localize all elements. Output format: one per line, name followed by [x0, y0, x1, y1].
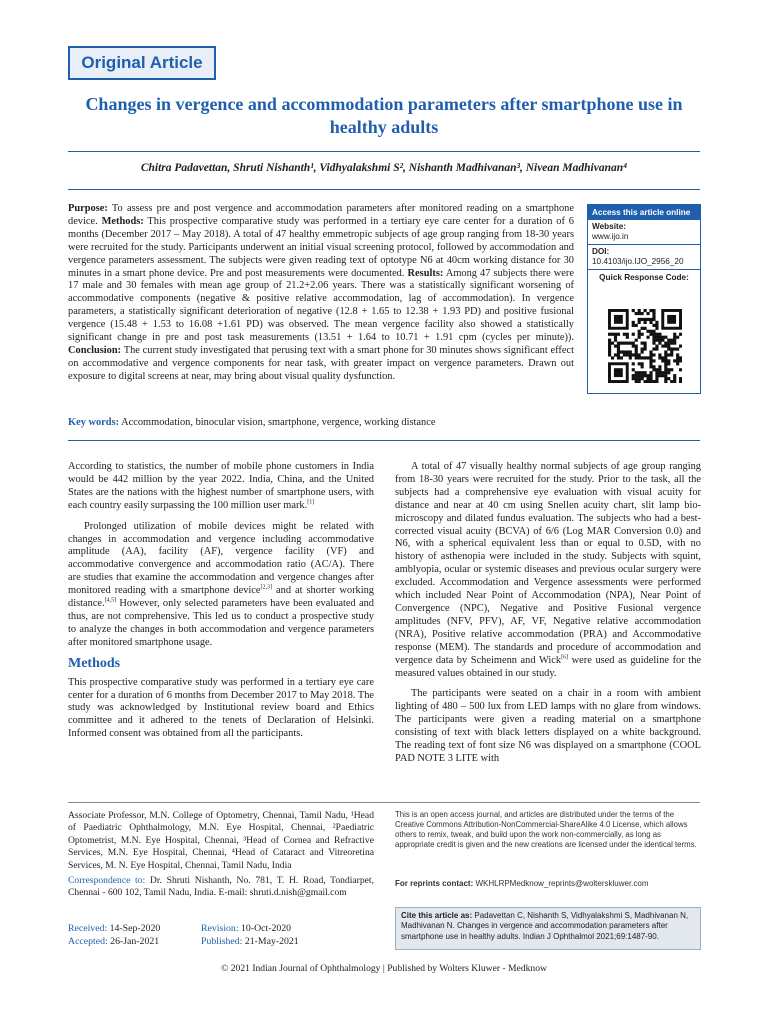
website-label: Website: [592, 222, 626, 231]
author-list: Chitra Padavettan, Shruti Nishanth¹, Vidhyalakshmi S², Nishanth Madhivanan³, Nivean Madhivanan⁴ [140, 162, 628, 174]
access-article-box [587, 204, 701, 394]
license-text: This is an open access journal, and articles are distributed under the terms of the Creative Commons Attribution-NonCommercial-ShareAlike 4.0 License, which allows others to remix, tweak, and build upon the work non-commercially, as long as appropriate credit is given and the new creations are licensed under the identical terms. [395, 810, 697, 849]
methods-label: Methods: [101, 215, 144, 227]
access-header: Access this article online [588, 205, 700, 220]
correspondence [68, 875, 374, 900]
conclusion-label: Conclusion: [68, 344, 122, 356]
doi-label: DOI: [592, 247, 610, 256]
article-title: Changes in vergence and accommodation parameters after smartphone use in healthy adults [85, 94, 683, 137]
methods-text: This prospective comparative study was performed in a tertiary eye care center for a duration of 6 months (December 2017 – May 2018). A total of 47 healthy emmetropic subjects of age group ranging from 18-30 years were recruited for the study. Participants underwent an initial visual screening protocol, followed by accommodation and vergence parameters assessment. The subjects were given reading text of optotype N6 at 40cm working distance for 30 minutes in a smart phone device. Pre and post measurements were documented. [68, 215, 574, 279]
received-date: Received: 14-Sep-2020 [68, 923, 161, 934]
right-column [395, 461, 701, 774]
reprints-label: For reprints contact: [395, 879, 474, 888]
left-column [68, 461, 374, 749]
published-date: Published: 21-May-2021 [201, 936, 299, 947]
affiliations: Associate Professor, M.N. College of Optometry, Chennai, Tamil Nadu, ¹Head of Paediatric Ophthalmology, M.N. Eye Hospital, Chennai, ²Paediatric Optometrist, M.N. Eye Hospital, Chennai, ³Head of Cornea and Refractive Services, M.N. Eye Hospital, Chennai, ⁴Head of Cataract and Vitreoretina Services, M. N. Eye Hospital, Chennai, Tamil Nadu, India [68, 810, 374, 871]
revision-date: Revision: 10-Oct-2020 [201, 923, 292, 934]
keywords-divider [68, 440, 700, 441]
abstract [68, 203, 574, 384]
purpose-text: To assess pre and post vergence and accommodation parameters after monitored reading on a smartphone device. [68, 203, 574, 227]
methods-heading: Methods [68, 655, 121, 671]
affiliations-block [68, 810, 374, 900]
subjects-paragraph: A total of 47 visually healthy normal subjects of age group ranging from 18-30 years were recruited for the study. Prior to the task, all the subjects had a comprehensive eye evaluation with visual acuity for distance and near at 40 cm using Snellen acuity chart, slit lamp bio-microscopy and dilated fundus evaluation. The subjects who had a best-corrected visual acuity (BCVA) of 6/6 (Log MAR Conversion 0.0) and N6, with a spherical equivalent less than or equal to 0.5D, with no history of asthenopia were included in the study. Subjects with squint, amblyopia, ocular or systemic diseases and previous ocular surgery were excluded. Accommodation and Vergence assessments were performed which included Near Point of Accommodation (NPA), Near Point of Convergence (NPC), Negative and Positive Fusional vergence amplitudes (NFV, PFV), AF, VF, Negative relative accommodation (NRA), Positive relative accommodation (PRA) and Accommodative response (MEM). The standards and procedure of accommodation and vergence data by Scheimenn and Wick[6] were used as guideline for the measured values obtained in our study. [395, 461, 702, 679]
accepted-date: Accepted: 26-Jan-2021 [68, 936, 160, 947]
intro-paragraph-1: According to statistics, the number of mobile phone customers in India would be 442 million by the year 2022. India, China, and the United States are the nations with the highest number of smartphone users, with each country easily surpassing the 100 million user mark.[1] [68, 461, 374, 511]
footnote-divider [68, 802, 700, 803]
keywords-label: Key words: [68, 417, 120, 428]
doi-link[interactable]: 10.4103/ijo.IJO_2956_20 [592, 257, 684, 266]
website-row [588, 220, 700, 245]
methods-paragraph: This prospective comparative study was performed in a tertiary eye care center for a duration of 6 months from December 2017 to May 2018. The study was acknowledged by Institutional review board and Ethics committee and it adhered to the tenets of Declaration of Helsinki. Informed consent was obtained from all the participants. [68, 676, 374, 740]
keywords [68, 417, 700, 428]
purpose-label: Purpose: [68, 203, 108, 214]
title-divider [68, 151, 700, 152]
keywords-text: Accommodation, binocular vision, smartphone, vergence, working distance [121, 417, 436, 428]
authors-divider [68, 189, 700, 190]
reprints-contact [395, 879, 701, 888]
doi-row [588, 245, 700, 270]
citation-box [395, 907, 701, 950]
correspondence-text: Dr. Shruti Nishanth, No. 781, T. H. Road, Tondiarpet, Chennai - 600 102, Tamil Nadu, India. E-mail: shruti.d.nish@gmail.com [68, 875, 374, 899]
website-link[interactable]: www.ijo.in [592, 232, 629, 241]
intro-paragraph-2: Prolonged utilization of mobile devices might be related with changes in accommodation and vergence including accommodative amplitude (AA), facility (AF), vergence facility (VF) and accommodative convergence and accommodation ratio (AC/A). There are studies that examine the accommodation and vergence changes after monitored reading with a smartphone device[2,3] and at shorter working distance.[4,5] However, only selected parameters have been evaluated and thus, are not comprehensive. This led us to conduct a prospective study to analyze the changes in both accommodation and vergence parameters after monitored smartphone usage. [68, 520, 374, 648]
correspondence-label: Correspondence to: [68, 875, 146, 887]
results-text: Among 47 subjects there were 17 male and 30 females with mean age group of 21.2+2.06 years. There was a statistically significant worsening of accommodative components (negative & positive relative accommodation, lag of accommodation). In vergence parameters, a statistically significant deterioration of negative (12.8 + 1.65 to 12.38 + 1.93 PD) and positive fusional vergence (15.48 + 1.53 to 16.08 +1.61 PD) was observed. The mean vergence facility also showed a statistically significant change in pre and post task measurements (13.51 + 1.64 to 10.71 + 1.91 cpm (cycles per minute)). [68, 267, 574, 344]
cite-label: Cite this article as: [401, 911, 473, 920]
article-type-badge: Original Article [68, 46, 216, 80]
page-footer: © 2021 Indian Journal of Ophthalmology | Published by Wolters Kluwer - Medknow [221, 963, 547, 974]
qr-label: Quick Response Code: [599, 273, 689, 282]
results-label: Results: [407, 267, 444, 279]
conclusion-text: The current study investigated that perusing text with a smart phone for 30 minutes shows significant effect on accommodative and vergence components for near task, with greater impact on vergence parameters. Drawn out exposure to digital screens at near, may bring about visual quality dysfunction. [68, 344, 574, 382]
qr-code-icon[interactable] [608, 309, 682, 383]
cite-text: Padavettan C, Nishanth S, Vidhyalakshmi S, Madhivanan N, Madhivanan N. Changes in vergence and accommodation parameters after smartphone use in healthy adults. Indian J Ophthalmol 2021;69:1487-90. [401, 911, 689, 941]
setup-paragraph: The participants were seated on a chair in a room with ambient lighting of 480 – 500 lux from LED lamps with no glare from windows. The participants were given a reading material on a smartphone consisting of text with black letters displayed on a white background. The reading text of font size N6 was displayed on a smartphone (COOL PAD NOTE 3 LITE with [395, 688, 701, 764]
reprints-email[interactable]: WKHLRPMedknow_reprints@wolterskluwer.com [473, 879, 649, 888]
